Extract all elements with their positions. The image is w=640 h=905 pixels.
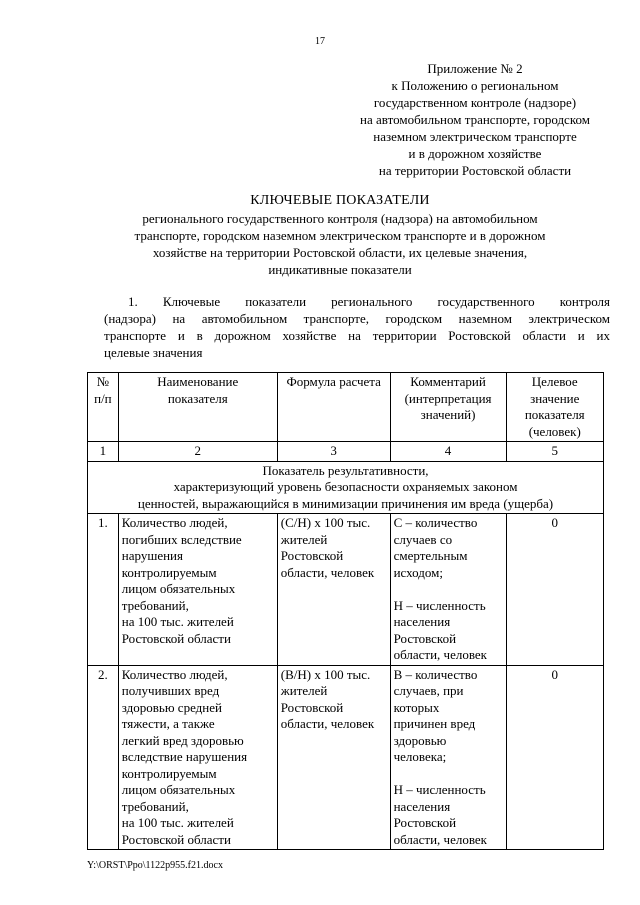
formula: (С/Н) х 100 тыс. жителей Ростовской области, человек (277, 514, 390, 666)
header-number: № п/п (88, 373, 119, 442)
section-heading-row (88, 461, 604, 514)
file-path-footer: Y:\ORST\Ppo\1122p955.f21.docx (87, 860, 223, 871)
table-row (88, 514, 604, 666)
table-row (88, 665, 604, 850)
document-subtitle (80, 210, 600, 278)
header-target-value: Целевое значение показателя (человек) (506, 373, 604, 442)
table-header-row (88, 373, 604, 442)
header-comment: Комментарий (интерпретация значений) (390, 373, 506, 442)
row-number: 1. (88, 514, 119, 666)
appendix-line: на территории Ростовской области (378, 163, 572, 178)
appendix-line: Приложение № 2 (427, 61, 523, 76)
section-heading: Показатель результативности, характеризующий уровень безопасности охраняемых законом ценностей, выражающийся в минимизации причинения им вреда (ущерба) (88, 461, 604, 514)
document-title: КЛЮЧЕВЫЕ ПОКАЗАТЕЛИ (250, 193, 430, 208)
target-value: 0 (506, 514, 604, 666)
appendix-line: государственном контроле (надзоре) (373, 95, 577, 110)
appendix-line: на автомобильном транспорте, городском (360, 112, 590, 127)
subtitle-line: индикативные показатели (268, 262, 412, 277)
key-indicators-table (87, 372, 604, 850)
header-indicator-name: Наименование показателя (118, 373, 277, 442)
row-number: 2. (88, 665, 119, 850)
appendix-line: к Положению о региональном (391, 78, 559, 93)
subtitle-line: транспорте, городском наземном электрическом транспорте и в дорожном (134, 228, 546, 243)
indicator-name: Количество людей, погибших вследствие нарушения контролируемым лицом обязательных требований, на 100 тыс. жителей Ростовской области (118, 514, 277, 666)
paragraph-line: (надзора) на автомобильном транспорте, городском наземном электрическом (104, 311, 610, 326)
appendix-header (330, 60, 620, 179)
target-value: 0 (506, 665, 604, 850)
column-numbers-row (88, 442, 604, 462)
formula: (В/Н) х 100 тыс. жителей Ростовской области, человек (277, 665, 390, 850)
subtitle-line: регионального государственного контроля (надзора) на автомобильном (142, 211, 538, 226)
section-paragraph (104, 293, 610, 361)
paragraph-line: целевые значения (104, 345, 203, 360)
column-number: 3 (277, 442, 390, 462)
paragraph-line: транспорте и в дорожном хозяйстве на территории Ростовской области и их (104, 328, 610, 343)
subtitle-line: хозяйстве на территории Ростовской области, их целевые значения, (152, 245, 528, 260)
column-number: 1 (88, 442, 119, 462)
indicator-name: Количество людей, получивших вред здоровью средней тяжести, а также легкий вред здоровью вследствие нарушения контролируемым лицом обязательных требований, на 100 тыс. жителей Ростовской области (118, 665, 277, 850)
appendix-line: наземном электрическом транспорте (373, 129, 577, 144)
column-number: 5 (506, 442, 604, 462)
comment: С – количество случаев со смертельным исходом; Н – численность населения Ростовской области, человек (390, 514, 506, 666)
page-number: 17 (315, 36, 325, 47)
column-number: 2 (118, 442, 277, 462)
column-number: 4 (390, 442, 506, 462)
appendix-line: и в дорожном хозяйстве (408, 146, 542, 161)
paragraph-line: 1. Ключевые показатели регионального государственного контроля (128, 294, 610, 309)
header-formula: Формула расчета (277, 373, 390, 442)
comment: В – количество случаев, при которых причинен вред здоровью человека; Н – численность населения Ростовской области, человек (390, 665, 506, 850)
